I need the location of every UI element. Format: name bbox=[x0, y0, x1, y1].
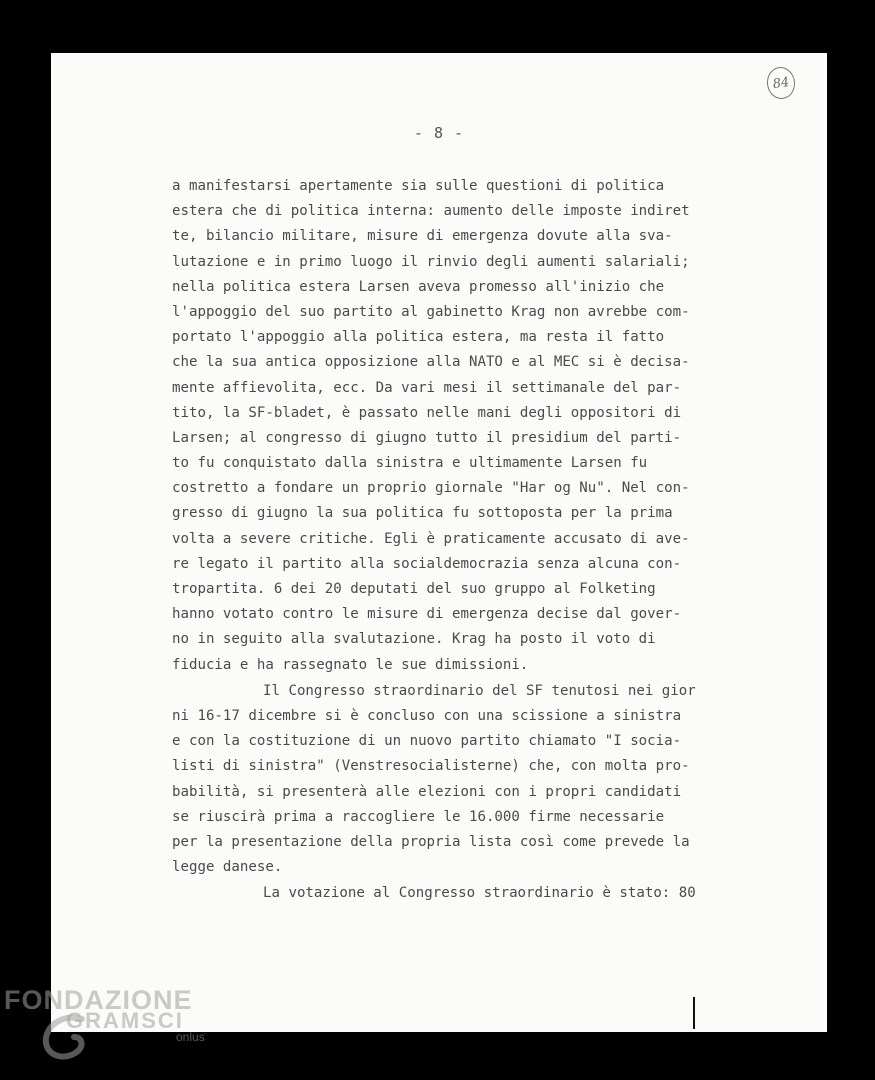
text-line: fiducia e ha rassegnato le sue dimissioni. bbox=[172, 656, 529, 673]
archive-watermark-logo bbox=[4, 985, 205, 1044]
text-line: no in seguito alla svalutazione. Krag ha posto il voto di bbox=[172, 631, 656, 648]
text-line: estera che di politica interna: aumento delle imposte indiret bbox=[172, 203, 690, 220]
text-line: te, bilancio militare, misure di emergenza dovute alla sva- bbox=[172, 228, 673, 245]
text-line: se riuscirà prima a raccogliere le 16.000 firme necessarie bbox=[172, 808, 665, 825]
text-line: nella politica estera Larsen aveva promesso all'inizio che bbox=[172, 278, 665, 295]
watermark-line3: onlus bbox=[176, 1030, 205, 1044]
typed-body-text bbox=[172, 174, 772, 906]
text-line: legge danese. bbox=[172, 859, 283, 876]
text-line: Larsen; al congresso di giugno tutto il presidium del parti- bbox=[172, 429, 682, 446]
text-line: portato l'appoggio alla politica estera, ma resta il fatto bbox=[172, 329, 665, 346]
handwritten-margin-mark bbox=[693, 997, 695, 1029]
text-line: ni 16-17 dicembre si è concluso con una scissione a sinistra bbox=[172, 707, 682, 724]
text-line: La votazione al Congresso straordinario è stato: 80 bbox=[263, 885, 696, 902]
text-line: gresso di giugno la sua politica fu sottoposta per la prima bbox=[172, 505, 673, 522]
text-line: lutazione e in primo luogo il rinvio degli aumenti salariali; bbox=[172, 253, 690, 270]
text-line: re legato il partito alla socialdemocrazia senza alcuna con- bbox=[172, 555, 682, 572]
text-line: Il Congresso straordinario del SF tenutosi nei gior bbox=[263, 682, 696, 699]
watermark-line1: FONDAZIONE bbox=[4, 985, 193, 1015]
page-number: - 8 - bbox=[413, 124, 465, 142]
document-page bbox=[51, 53, 827, 1032]
text-line: a manifestarsi apertamente sia sulle questioni di politica bbox=[172, 178, 665, 194]
text-line: tito, la SF-bladet, è passato nelle mani degli oppositori di bbox=[172, 404, 682, 421]
text-line: hanno votato contro le misure di emergenza decise dal gover- bbox=[172, 606, 682, 623]
text-line: per la presentazione della propria lista così come prevede la bbox=[172, 833, 690, 850]
text-line: tropartita. 6 dei 20 deputati del suo gruppo al Folketing bbox=[172, 581, 656, 597]
text-line: mente affievolita, ecc. Da vari mesi il settimanale del par- bbox=[172, 379, 682, 396]
text-line: listi di sinistra" (Venstresocialisterne) che, con molta pro- bbox=[172, 758, 690, 775]
text-line: costretto a fondare un proprio giornale "Har og Nu". Nel con- bbox=[172, 480, 690, 497]
text-line: che la sua antica opposizione alla NATO e al MEC si è decisa- bbox=[172, 354, 690, 371]
text-line: e con la costituzione di un nuovo partito chiamato "I socia- bbox=[172, 733, 682, 750]
text-line: volta a severe critiche. Egli è praticamente accusato di ave- bbox=[172, 530, 690, 547]
watermark-swirl-icon bbox=[38, 1009, 94, 1065]
text-line: to fu conquistato dalla sinistra e ultimamente Larsen fu bbox=[172, 455, 648, 472]
archive-page-stamp: 84 bbox=[765, 65, 797, 101]
text-line: l'appoggio del suo partito al gabinetto Krag non avrebbe com- bbox=[172, 303, 690, 320]
text-line: babilità, si presenterà alle elezioni con i propri candidati bbox=[172, 783, 682, 800]
watermark-line2: GRAMSCI bbox=[66, 1008, 184, 1033]
